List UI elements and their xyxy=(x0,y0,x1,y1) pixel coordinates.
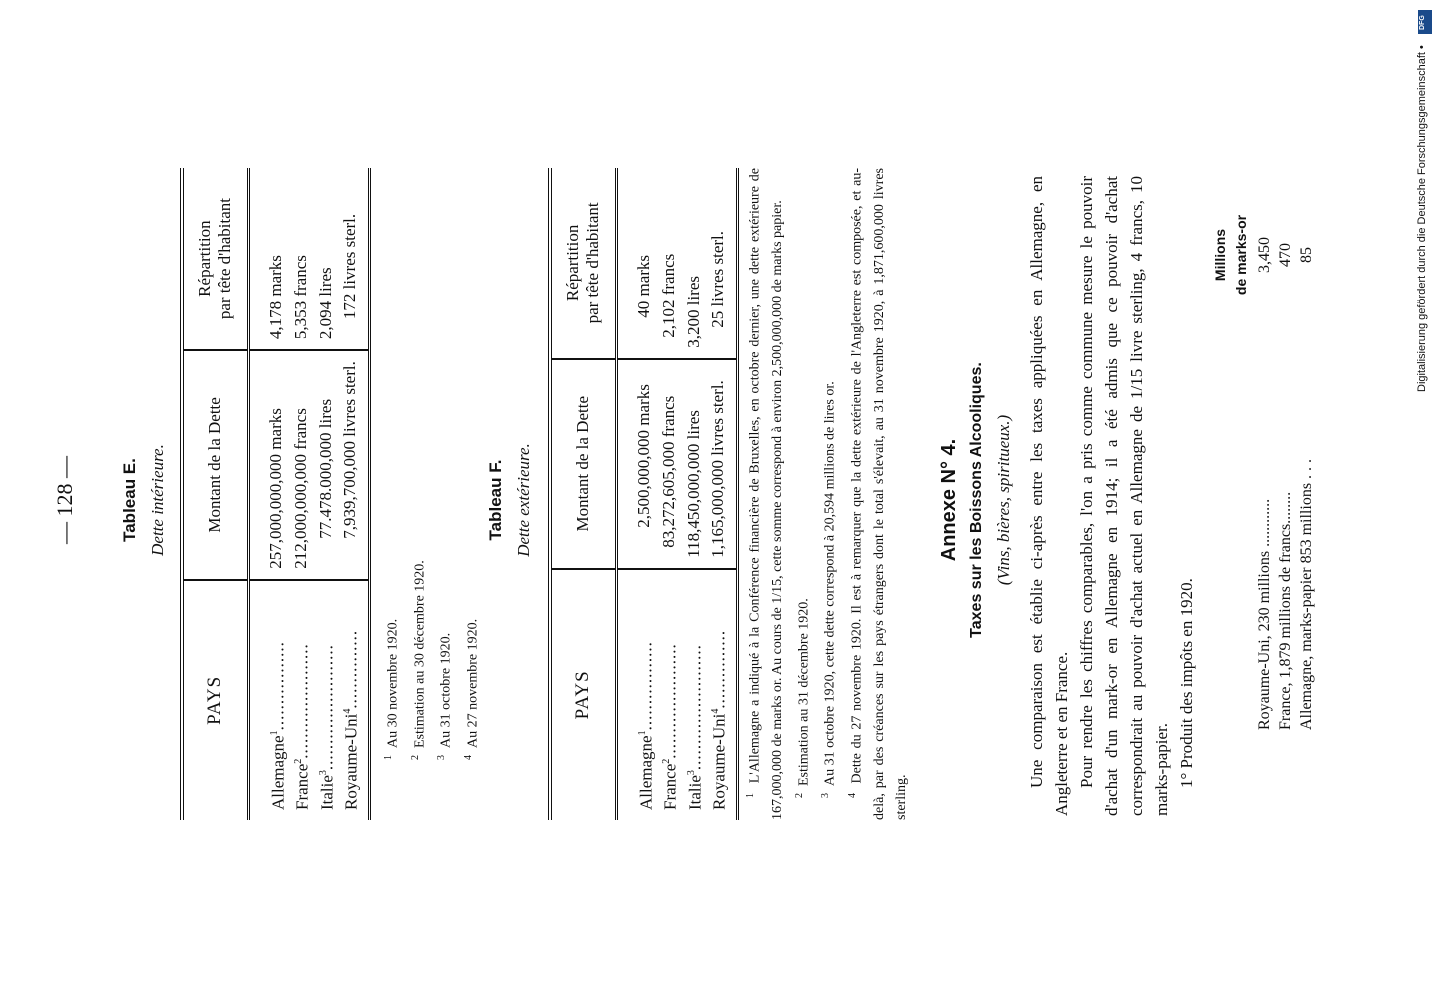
header-pays: PAYS xyxy=(572,670,594,720)
footnote: $^2$ Estimation au 30 décembre 1920. xyxy=(409,560,428,760)
table-row: Italie$^3$........................ 77.478.000,000 lires 2,094 lires xyxy=(313,168,338,820)
page-number: — 128 — xyxy=(52,456,77,544)
tableau-e-footnotes xyxy=(378,200,485,760)
table-row: Allemagne$^1$................. 2,500,000,000 marks 40 marks xyxy=(616,168,656,820)
header-montant: Montant de la Dette xyxy=(550,359,616,569)
table-row: France$^2$...................... 83,272,605,000 francs 2,102 francs xyxy=(656,168,681,820)
table-row: Italie$^3$........................ 118,450,000,000 lires 3,200 lires xyxy=(681,168,706,820)
tableau-f-title: Tableau F. xyxy=(486,459,505,541)
tableau-f-table xyxy=(548,168,743,820)
tableau-e-table xyxy=(180,168,375,820)
annexe-title: Annexe N° 4. xyxy=(938,438,960,562)
footnote: $^1$ L'Allemagne a indiqué à la Conférence financière de Bruxelles, en octobre dernier, une dette extérieure de 167,000,000 de marks or. Au cours de 1/15, cette somme correspond à environ 2,500,000,000 de marks papier. xyxy=(745,167,785,820)
header-repartition: Répartition par tête d'habitant xyxy=(550,168,616,359)
annexe-body xyxy=(1024,176,1199,816)
header-pays: PAYS xyxy=(204,675,226,725)
footnote: $^3$ Au 31 octobre 1920, cette dette correspond à 20,594 millions de lires or. xyxy=(820,381,838,798)
table-row: Allemagne$^1$................. 257,000,000,000 marks 4,178 marks xyxy=(248,168,288,820)
header-repartition: Répartition par tête d'habitant xyxy=(182,168,248,350)
table-row: Royaume-Uni, 230 millions ............ 3,450 xyxy=(1256,237,1273,730)
footnote: $^3$ Au 31 octobre 1920. xyxy=(436,632,454,760)
paragraph: Pour rendre les chiffres comparables, l'on a pris comme commune mesure le pouvoir d'achat d'un mark-or en Allemagne en 1914; il a été admis que ce pouvoir d'achat correspondrait au pouvoir d'achat actuel en Allemagne de 1/15 livre sterling, 4 francs, 10 marks-papier. xyxy=(1077,176,1171,816)
annexe-subtitle-2: (Vins, bières, spiritueux.) xyxy=(994,414,1013,586)
footnote: $^4$ Au 27 novembre 1920. xyxy=(462,618,481,760)
annexe-table-header: Millions de marks-or xyxy=(1212,214,1249,296)
paragraph: Une comparaison est établie ci-après entre les taxes appliquées en Allemagne, en Angleterre et en France. xyxy=(1027,176,1071,816)
annexe-subtitle: Taxes sur les Boissons Alcooliques. xyxy=(968,362,985,638)
table-row: Royaume-Uni$^4$............... 7,939,700,000 livres sterl. 172 livres sterl. xyxy=(337,168,369,820)
tableau-e-title: Tableau E. xyxy=(120,458,139,542)
footnote: $^4$ Dette du 27 novembre 1920. Il est à remarquer que la dette extérieure de l'Angleterre est composée, et au-delà, par des créances sur les pays étrangers dont le total s'élevait, au 31 novembre 1920, à 1,871,600,000 livres sterling. xyxy=(846,167,909,820)
dfg-logo: DFG xyxy=(1418,10,1432,34)
table-row: France, 1,879 millions de francs........ 470 xyxy=(1277,243,1294,730)
footnote: $^1$ Au 30 novembre 1920. xyxy=(383,618,401,760)
tableau-f-subtitle: Dette extérieure. xyxy=(514,443,533,557)
table-row: Royaume-Uni$^4$............... 1,165,000,000 livres sterl. 25 livres sterl. xyxy=(705,168,737,820)
table-row: Allemagne, marks-papier 853 millions . . . 85 xyxy=(1298,247,1315,730)
tableau-f-footnotes xyxy=(740,168,913,820)
paragraph: 1° Produit des impôts en 1920. xyxy=(1177,578,1196,788)
header-montant: Montant de la Dette xyxy=(182,350,248,580)
tableau-e-subtitle: Dette intérieure. xyxy=(148,444,167,556)
footnote: $^2$ Estimation au 31 décembre 1920. xyxy=(793,598,812,798)
table-row: France$^2$...................... 212,000,000,000 francs 5,353 francs xyxy=(288,168,313,820)
sponsor-note: Digitalisierung gefördert durch die Deutsche Forschungsgemeinschaft • xyxy=(1416,45,1428,392)
